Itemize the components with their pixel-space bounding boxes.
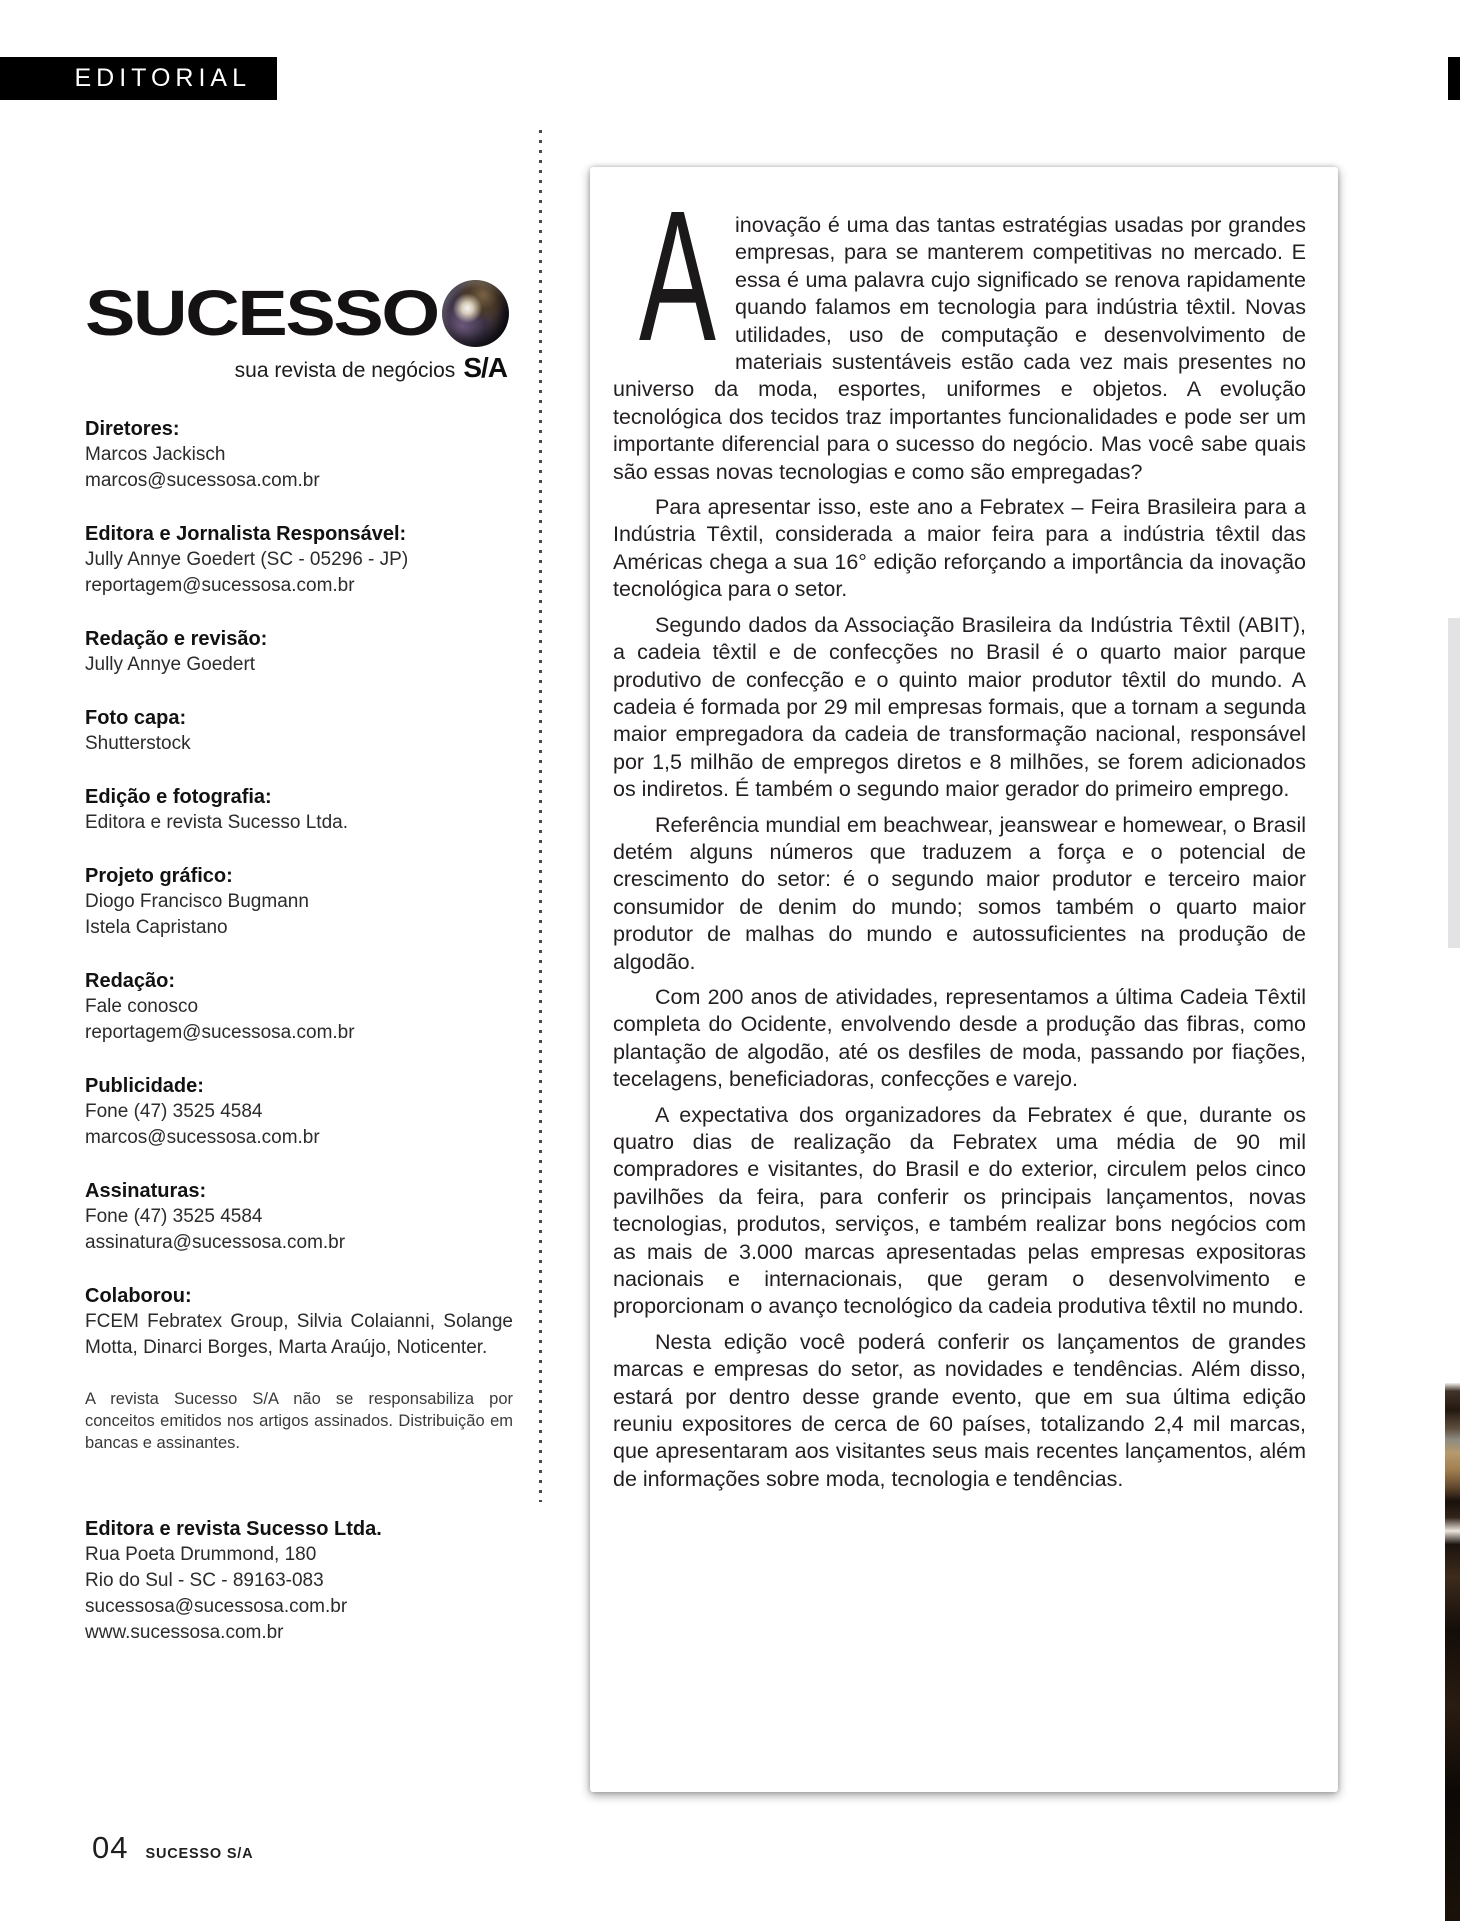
masthead-line[interactable]: reportagem@sucessosa.com.br <box>85 575 355 596</box>
masthead-line: Rio do Sul - SC - 89163-083 <box>85 1570 324 1591</box>
masthead-section <box>85 626 513 678</box>
masthead-section-lines <box>85 889 513 941</box>
masthead-line[interactable]: marcos@sucessosa.com.br <box>85 1127 320 1148</box>
page-footer <box>92 1830 253 1866</box>
masthead-line: Shutterstock <box>85 733 191 754</box>
masthead-disclaimer: A revista Sucesso S/A não se responsabiliza por conceitos emitidos nos artigos assinados. Distribuição em bancas e assinantes. <box>85 1390 513 1452</box>
tagline-text: sua revista de negócios <box>234 359 456 382</box>
dotted-divider <box>539 130 542 1502</box>
masthead-section <box>85 1283 513 1361</box>
editorial-paragraph: Referência mundial em beachwear, jeanswear e homewear, o Brasil detém alguns números que traduzem a força e o potencial de crescimento do setor: é o segundo maior produtor e terceiro maior consumidor de denim do mundo; somos também o quarto maior produtor de malhas do mundo e autossuficientes na produção de algodão. <box>613 812 1306 974</box>
masthead-section-label: Publicidade: <box>85 1075 204 1097</box>
facing-page-gray-strip <box>1448 618 1460 948</box>
masthead-section <box>85 416 513 494</box>
publisher-address <box>85 1516 513 1646</box>
publisher-name: Editora e revista Sucesso Ltda. <box>85 1518 382 1540</box>
masthead-section-lines <box>85 1099 513 1151</box>
editorial-card <box>590 167 1338 1792</box>
masthead-line: Diogo Francisco Bugmann <box>85 891 309 912</box>
masthead-line: Rua Poeta Drummond, 180 <box>85 1544 317 1565</box>
globe-icon <box>442 280 509 347</box>
tagline-suffix: S/A <box>463 352 507 383</box>
editorial-paragraph: Com 200 anos de atividades, representamos a última Cadeia Têxtil completa do Ocidente, envolvendo desde a produção das fibras, como plantação de algodão, até os desfiles de moda, passando por fiações, tecelagens, beneficiadoras, confecções e varejo. <box>613 984 1306 1092</box>
masthead-line[interactable]: sucessosa@sucessosa.com.br <box>85 1596 348 1617</box>
masthead-section-label: Editora e Jornalista Responsável: <box>85 523 407 545</box>
page-number: 04 <box>92 1830 129 1865</box>
masthead-section-lines <box>85 810 513 836</box>
masthead-section-lines <box>85 547 513 599</box>
section-tab-label: EDITORIAL <box>74 64 251 92</box>
masthead-section-label: Foto capa: <box>85 707 187 729</box>
masthead-section-label: Colaborou: <box>85 1285 192 1307</box>
masthead-section-label: Redação e revisão: <box>85 628 268 650</box>
editorial-paragraph: A expectativa dos organizadores da Febratex é que, durante os quatro dias de realização da Febratex uma média de 90 mil compradores e visitantes, do Brasil e do exterior, circulem pelos cinco pavilhões da feira, para conferir os principais lançamentos, novas tecnologias, produtos, serviços, e também realizar bons negócios com as mais de 3.000 marcas apresentadas pelas empresas expositoras nacionais e internacionais, que geram o desenvolvimento e proporcionam o avanço tecnológico da cadeia produtiva têxtil no mundo. <box>613 1102 1306 1319</box>
masthead-section-label: Diretores: <box>85 418 180 440</box>
masthead-line[interactable]: marcos@sucessosa.com.br <box>85 470 320 491</box>
logo-tagline <box>85 352 507 384</box>
masthead-line: Jully Annye Goedert (SC - 05296 - JP) <box>85 549 409 570</box>
masthead-line: Fale conosco <box>85 996 199 1017</box>
logo-text: SUCESSO <box>85 277 438 349</box>
editorial-body <box>613 173 1306 1493</box>
editorial-paragraph: A inovação é uma das tantas estratégias usadas por grandes empresas, para se manterem competitivas no mercado. E essa é uma palavra cujo significado se renova rapidamente quando falamos em tecnologia para indústria têxtil. Novas utilidades, uso de computação e desenvolvimento de materiais sustentáveis estão cada vez mais presentes no universo da moda, esportes, uniformes e objetos. A evolução tecnológica dos tecidos traz importantes funcionalidades e pode ser um importante diferencial para o sucesso do negócio. Mas você sabe quais são essas novas tecnologias e como são empregadas? <box>613 173 1306 484</box>
masthead-line: Fone (47) 3525 4584 <box>85 1101 263 1122</box>
masthead-line[interactable]: assinatura@sucessosa.com.br <box>85 1232 346 1253</box>
masthead-sections <box>85 416 513 1361</box>
masthead-section-lines <box>85 731 513 757</box>
masthead-line: FCEM Febratex Group, Silvia Colaianni, Solange Motta, Dinarci Borges, Marta Araújo, Noticenter. <box>85 1311 513 1358</box>
masthead-section <box>85 1178 513 1256</box>
drop-cap: A <box>639 173 716 380</box>
publisher-address-lines <box>85 1542 513 1646</box>
masthead-line: Marcos Jackisch <box>85 444 226 465</box>
masthead-section <box>85 863 513 941</box>
masthead-section <box>85 705 513 757</box>
masthead-line: Fone (47) 3525 4584 <box>85 1206 263 1227</box>
masthead-section-label: Edição e fotografia: <box>85 786 272 808</box>
magazine-logo <box>85 278 507 398</box>
masthead-section-lines <box>85 652 513 678</box>
facing-page-black-bar <box>1448 57 1460 100</box>
editorial-paragraph: Para apresentar isso, este ano a Febratex – Feira Brasileira para a Indústria Têxtil, considerada a maior feira para a indústria têxtil das Américas chega a sua 16° edição reforçando a importância da inovação tecnológica para o setor. <box>613 495 1306 602</box>
masthead-line[interactable]: reportagem@sucessosa.com.br <box>85 1022 355 1043</box>
masthead-line[interactable]: www.sucessosa.com.br <box>85 1622 284 1643</box>
masthead-section <box>85 784 513 836</box>
section-tab <box>0 57 277 100</box>
masthead-section-lines <box>85 1204 513 1256</box>
masthead <box>85 416 513 1673</box>
footer-magazine-name: SUCESSO S/A <box>145 1846 254 1862</box>
masthead-line: Istela Capristano <box>85 917 228 938</box>
editorial-paragraph: Segundo dados da Associação Brasileira da Indústria Têxtil (ABIT), a cadeia têxtil e de confecções no Brasil é o quarto maior parque produtivo de confecção e o quinto maior produtor têxtil do mundo. A cadeia é formada por 29 mil empresas formais, que a tornam a segunda maior empregadora da cadeia de transformação nacional, responsável por 1,5 milhão de empregos diretos e 8 milhões, se forem adicionados os indiretos. É também o segundo maior gerador do primeiro emprego. <box>613 612 1306 802</box>
masthead-section <box>85 968 513 1046</box>
facing-page-photo-strip <box>1445 1383 1460 1921</box>
masthead-section <box>85 1073 513 1151</box>
masthead-section-lines <box>85 442 513 494</box>
masthead-section-lines <box>85 994 513 1046</box>
masthead-section-label: Redação: <box>85 970 176 992</box>
masthead-section-label: Assinaturas: <box>85 1180 207 1202</box>
masthead-line: Jully Annye Goedert <box>85 654 256 675</box>
masthead-section-lines <box>85 1309 513 1361</box>
masthead-line: Editora e revista Sucesso Ltda. <box>85 812 348 833</box>
editorial-paragraph: Nesta edição você poderá conferir os lançamentos de grandes marcas e empresas do setor, as novidades e tendências. Além disso, estará por dentro desse grande evento, que em sua última edição reuniu expositores de cerca de 60 países, totalizando 2,4 mil marcas, que apresentaram aos visitantes seus mais recentes lançamentos, além de informações sobre moda, tecnologia e tendências. <box>613 1329 1306 1491</box>
masthead-section <box>85 521 513 599</box>
masthead-section-label: Projeto gráfico: <box>85 865 233 887</box>
